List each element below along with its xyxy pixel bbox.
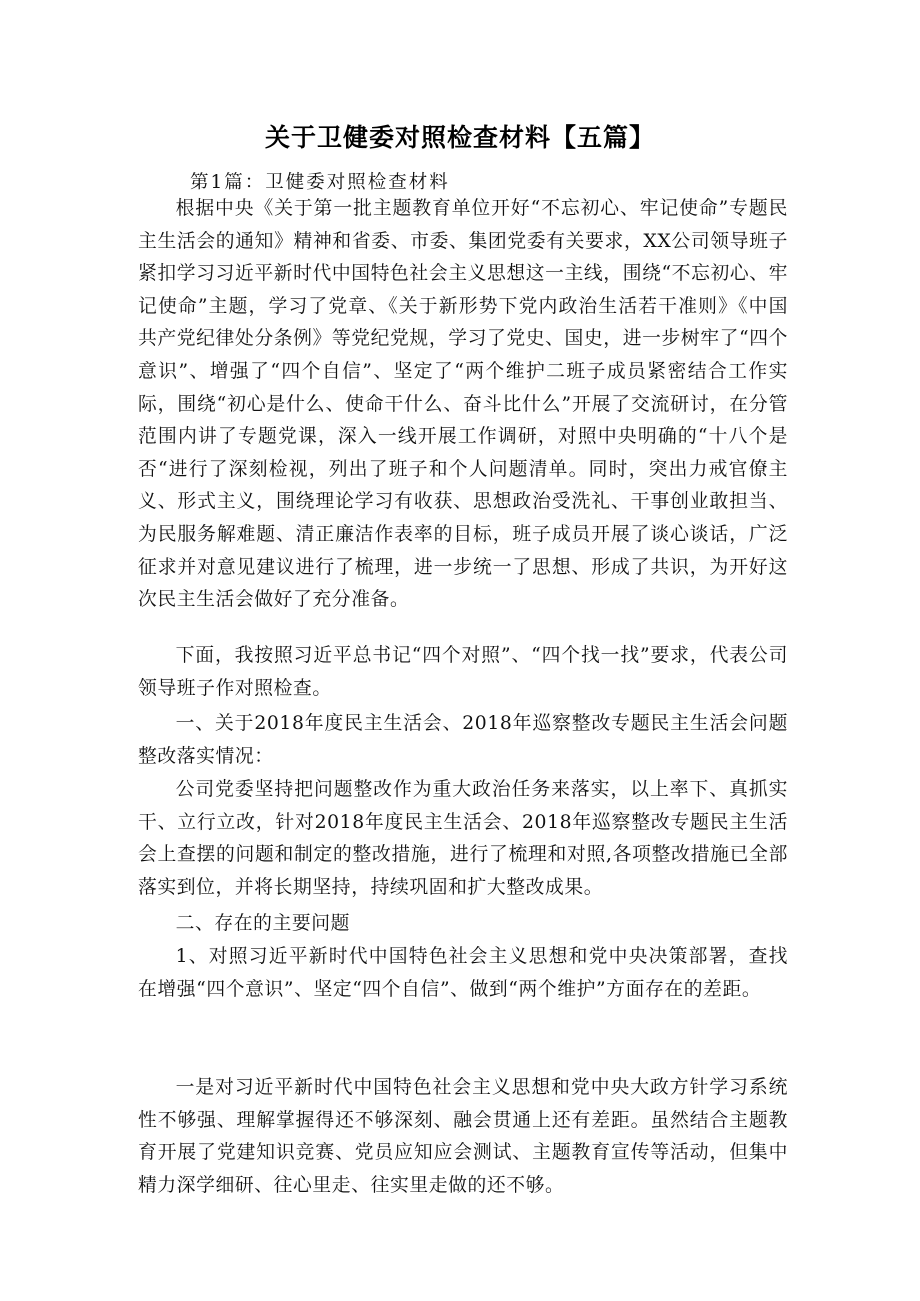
paragraph: 1、对照习近平新时代中国特色社会主义思想和党中央决策部署，查找在增强“四个意识”、坚定“四个自信”、做到“两个维护”方面存在的差距。 <box>138 946 788 1000</box>
paragraph: 根据中央《关于第一批主题教育单位开好“不忘初心、牢记使命”专题民主生活会的通知》精神和省委、市委、集团党委有关要求，XX公司领导班子紧扣学习习近平新时代中国特色社会主义思想这一主线，围绕“不忘初心、牢记使命”主题，学习了党章、《关于新形势下党内政治生活若干准则》《中国共产党纪律处分条例》等党纪党规，学习了党史、国史，进一步树牢了“四个意识”、增强了“四个自信”、坚定了“两个维护二班子成员紧密结合工作实际，围绕“初心是什么、使命干什么、奋斗比什么”开展了交流研讨，在分管范围内讲了专题党课，深入一线开展工作调研，对照中央明确的“十八个是否“进行了深刻检视，列出了班子和个人问题清单。同时，突出力戒官僚主义、形式主义，围绕理论学习有收获、思想政治受洗礼、干事创业敢担当、为民服务解难题、清正廉洁作表率的目标，班子成员开展了谈心谈话，广泛征求并对意见建议进行了梳理，进一步统一了思想、形成了共识，为开好这次民主生活会做好了充分准备。 <box>138 198 788 611</box>
paragraph: 一、关于2018年度民主生活会、2018年巡察整改专题民主生活会问题整改落实情况： <box>138 713 788 767</box>
document-title: 关于卫健委对照检查材料【五篇】 <box>264 123 655 152</box>
paragraph-rectification <box>138 774 788 904</box>
paragraph: 二、存在的主要问题 <box>175 913 351 934</box>
paragraph-intro <box>138 193 788 617</box>
paragraph: 公司党委坚持把问题整改作为重大政治任务来落实，以上率下、真抓实干、立行立改，针对2018年度民主生活会、2018年巡察整改专题民主生活会上查摆的问题和制定的整改措施，进行了梳理和对照,各项整改措施已全部落实到位，并将长期坚持，持续巩固和扩大整改成果。 <box>138 779 788 898</box>
section-heading-1 <box>138 708 788 773</box>
paragraph: 下面，我按照习近平总书记“四个对照”、“四个找一找”要求，代表公司领导班子作对照检查。 <box>138 645 788 699</box>
document-subtitle: 第1篇：卫健委对照检查材料 <box>190 172 450 193</box>
section-heading-2 <box>138 908 788 941</box>
paragraph: 一是对习近平新时代中国特色社会主义思想和党中央大政方针学习系统性不够强、理解掌握得还不够深刻、融会贯通上还有差距。虽然结合主题教育开展了党建知识竞赛、党员应知应会测试、主题教育宣传等活动，但集中精力深学细研、往心里走、往实里走做的还不够。 <box>138 1077 788 1196</box>
paragraph-below <box>138 640 788 705</box>
paragraph-point-1 <box>138 1072 788 1202</box>
paragraph-item-1 <box>138 941 788 1006</box>
